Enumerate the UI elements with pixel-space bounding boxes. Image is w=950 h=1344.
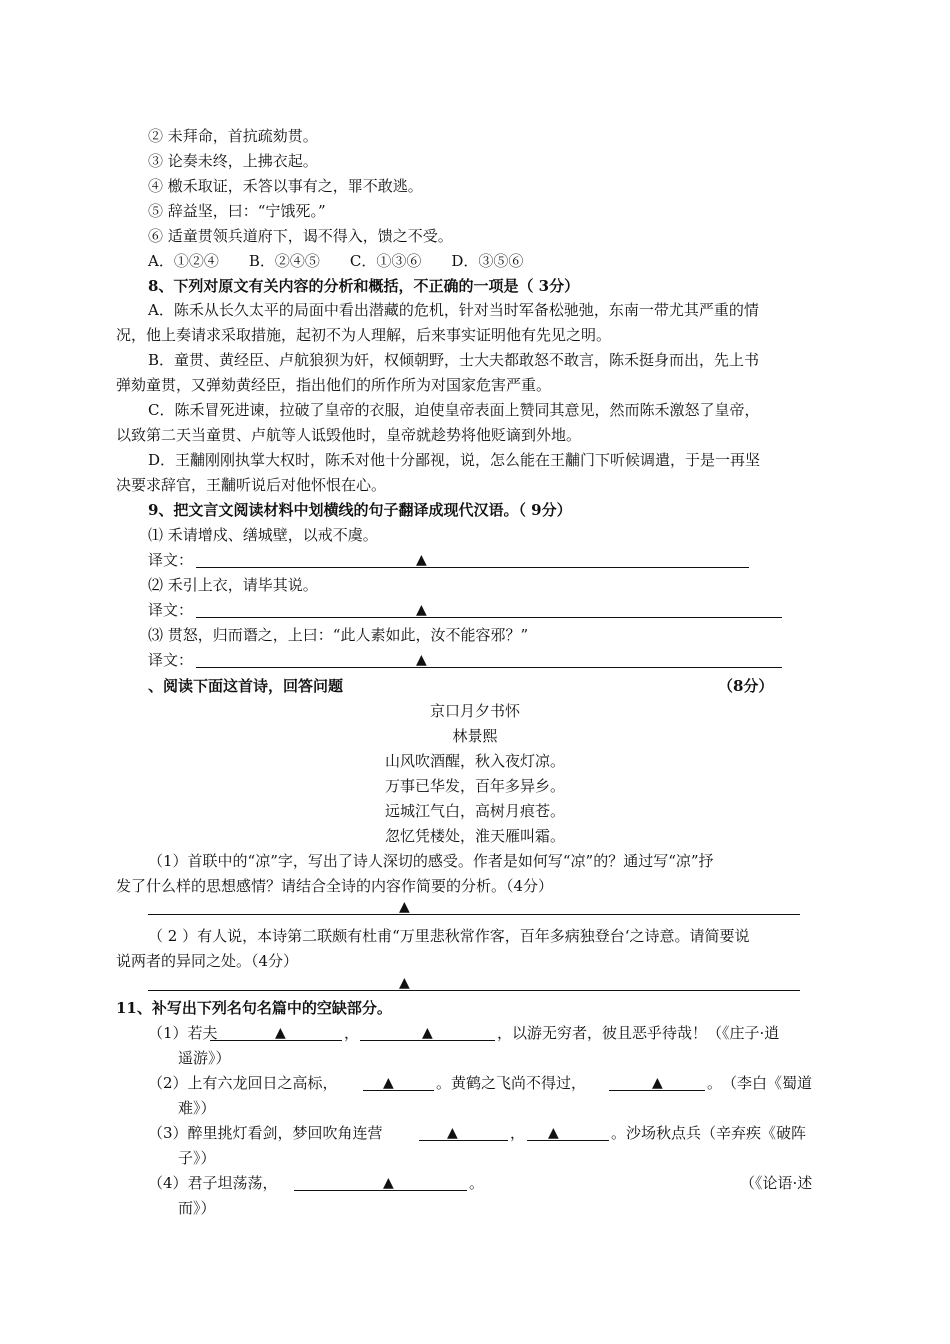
q11-item3-blank-1[interactable] <box>419 1140 508 1141</box>
q9-sentence-2: ⑵ 禾引上衣，请毕其说。 <box>148 576 318 594</box>
q10-title: 、阅读下面这首诗，回答问题 <box>148 677 344 695</box>
q11-item1-source: 遥游》） <box>178 1049 231 1067</box>
q9-translation-label-2: 译文： <box>148 601 194 619</box>
q11-item4-blank[interactable] <box>294 1190 467 1191</box>
q11-item2-prefix: （2）上有六龙回日之高标， <box>148 1074 338 1092</box>
answer-marker-icon: ▲ <box>416 552 427 568</box>
q8-option-d-cont: 决要求辞官，王黼听说后对他怀恨在心。 <box>116 476 387 494</box>
q10-answer-line-2[interactable] <box>148 990 800 991</box>
q11-item4-prefix: （4）君子坦荡荡， <box>148 1174 278 1192</box>
q8-option-c: C．陈禾冒死进谏，拉破了皇帝的衣服，迫使皇帝表面上赞同其意见，然而陈禾激怒了皇帝， <box>148 401 760 419</box>
poem-title: 京口月夕书怀 <box>429 702 520 720</box>
option-2: ② 未拜命，首抗疏劾贯。 <box>148 127 318 145</box>
q11-item4-source-cont: 而》） <box>178 1199 216 1217</box>
q11-item2-middle: 。黄鹤之飞尚不得过， <box>436 1074 587 1092</box>
q9-title: 9、把文言文阅读材料中划横线的句子翻译成现代汉语。（ 9分） <box>148 501 572 519</box>
answer-marker-icon: ▲ <box>383 1075 394 1091</box>
q11-item3-sep: ， <box>510 1124 526 1142</box>
poem-line-3: 远城江气白，高树月痕苍。 <box>384 802 565 820</box>
answer-marker-icon: ▲ <box>548 1125 559 1141</box>
q8-option-b: B．童贯、黄经臣、卢航狼狈为奸，权倾朝野，士大夫都敢怒不敢言，陈禾挺身而出，先上书 <box>148 351 760 369</box>
q8-option-a: A．陈禾从长久太平的局面中看出潜藏的危机，针对当时军备松驰弛，东南一带尤其严重的情 <box>148 301 759 319</box>
q11-item2-blank-1[interactable] <box>363 1090 434 1091</box>
q11-item1-sep: ， <box>344 1024 360 1042</box>
q11-item3-blank-2[interactable] <box>527 1140 609 1141</box>
q11-item1-suffix: ，以游无穷者，彼且恶乎待哉！（《庄子·逍 <box>497 1024 780 1042</box>
answer-marker-icon: ▲ <box>416 652 427 668</box>
q11-item3-prefix: （3）醉里挑灯看剑，梦回吹角连营 <box>148 1124 383 1142</box>
poem-author: 林景熙 <box>452 727 498 745</box>
q11-item4-source: （《论语·述 <box>740 1174 813 1192</box>
q8-option-a-cont: 况，他上奏请求采取措施，起初不为人理解，后来事实证明他有先见之明。 <box>116 326 612 344</box>
answer-choices: A．①②④ B．②④⑤ C．①③⑥ D．③⑤⑥ <box>148 252 524 270</box>
answer-marker-icon: ▲ <box>275 1025 286 1041</box>
option-3: ③ 论奏未终，上拂衣起。 <box>148 152 318 170</box>
q10-part2-cont: 说两者的异同之处。（4分） <box>116 952 299 970</box>
answer-marker-icon: ▲ <box>652 1075 663 1091</box>
answer-marker-icon: ▲ <box>416 602 427 618</box>
q10-part2: （ 2 ）有人说，本诗第二联颇有杜甫“万里悲秋常作客，百年多病独登台‘之诗意。请简要说 <box>148 927 750 945</box>
q8-option-b-cont: 弹劾童贯，又弹劾黄经臣，指出他们的所作所为对国家危害严重。 <box>116 376 552 394</box>
q9-translation-label-3: 译文： <box>148 651 194 669</box>
option-6: ⑥ 适童贯领兵道府下，谒不得入，馈之不受。 <box>148 227 453 245</box>
poem-line-2: 万事已华发，百年多异乡。 <box>384 777 565 795</box>
q11-item3-suffix: 。沙场秋点兵（辛弃疾《破阵 <box>611 1124 807 1142</box>
q9-translation-label-1: 译文： <box>148 551 194 569</box>
q11-item3-source: 子》） <box>178 1149 216 1167</box>
q11-item1-prefix: （1）若夫 <box>148 1024 218 1042</box>
option-5: ⑤ 辞益坚，曰：“宁饿死。” <box>148 202 326 220</box>
q9-answer-line-1[interactable] <box>196 567 749 568</box>
answer-marker-icon: ▲ <box>399 899 410 915</box>
q10-part1: （1）首联中的“凉”字，写出了诗人深切的感受。作者是如何写“凉”的？通过写“凉”抒 <box>148 852 714 870</box>
q11-title: 11、补写出下列名句名篇中的空缺部分。 <box>116 999 392 1017</box>
answer-marker-icon: ▲ <box>399 975 410 991</box>
q10-part1-cont: 发了什么样的思想感情？请结合全诗的内容作简要的分析。（4分） <box>116 877 554 895</box>
q9-sentence-3: ⑶ 贯怒，归而谮之，上曰：“此人素如此，汝不能容邪？” <box>148 626 529 644</box>
q10-score: （8分） <box>718 677 774 695</box>
poem-line-1: 山风吹酒醒，秋入夜灯凉。 <box>384 752 565 770</box>
option-4: ④ 檄禾取证，禾答以事有之，罪不敢逃。 <box>148 177 423 195</box>
q8-option-d: D．王黼刚刚执掌大权时，陈禾对他十分鄙视，说，怎么能在王黼门下听候调遣，于是一再坚 <box>148 451 761 469</box>
q11-item2-suffix: 。 （李白《蜀道 <box>707 1074 813 1092</box>
q10-answer-line-1[interactable] <box>148 914 800 915</box>
q9-sentence-1: ⑴ 禾请增戍、缮城壁，以戒不虞。 <box>148 526 378 544</box>
q8-title: 8、下列对原文有关内容的分析和概括，不正确的一项是（ 3分） <box>148 277 580 295</box>
q9-answer-line-3[interactable] <box>196 667 782 668</box>
q9-answer-line-2[interactable] <box>196 617 782 618</box>
answer-marker-icon: ▲ <box>447 1125 458 1141</box>
poem-line-4: 忽忆凭楼处，淮天雁叫霜。 <box>384 827 565 845</box>
answer-marker-icon: ▲ <box>422 1025 433 1041</box>
q11-item2-source: 难》） <box>178 1099 216 1117</box>
answer-marker-icon: ▲ <box>383 1175 394 1191</box>
q8-option-c-cont: 以致第二天当童贯、卢航等人诋毁他时，皇帝就趁势将他贬谪到外地。 <box>116 426 582 444</box>
q11-item4-period: 。 <box>469 1174 485 1192</box>
